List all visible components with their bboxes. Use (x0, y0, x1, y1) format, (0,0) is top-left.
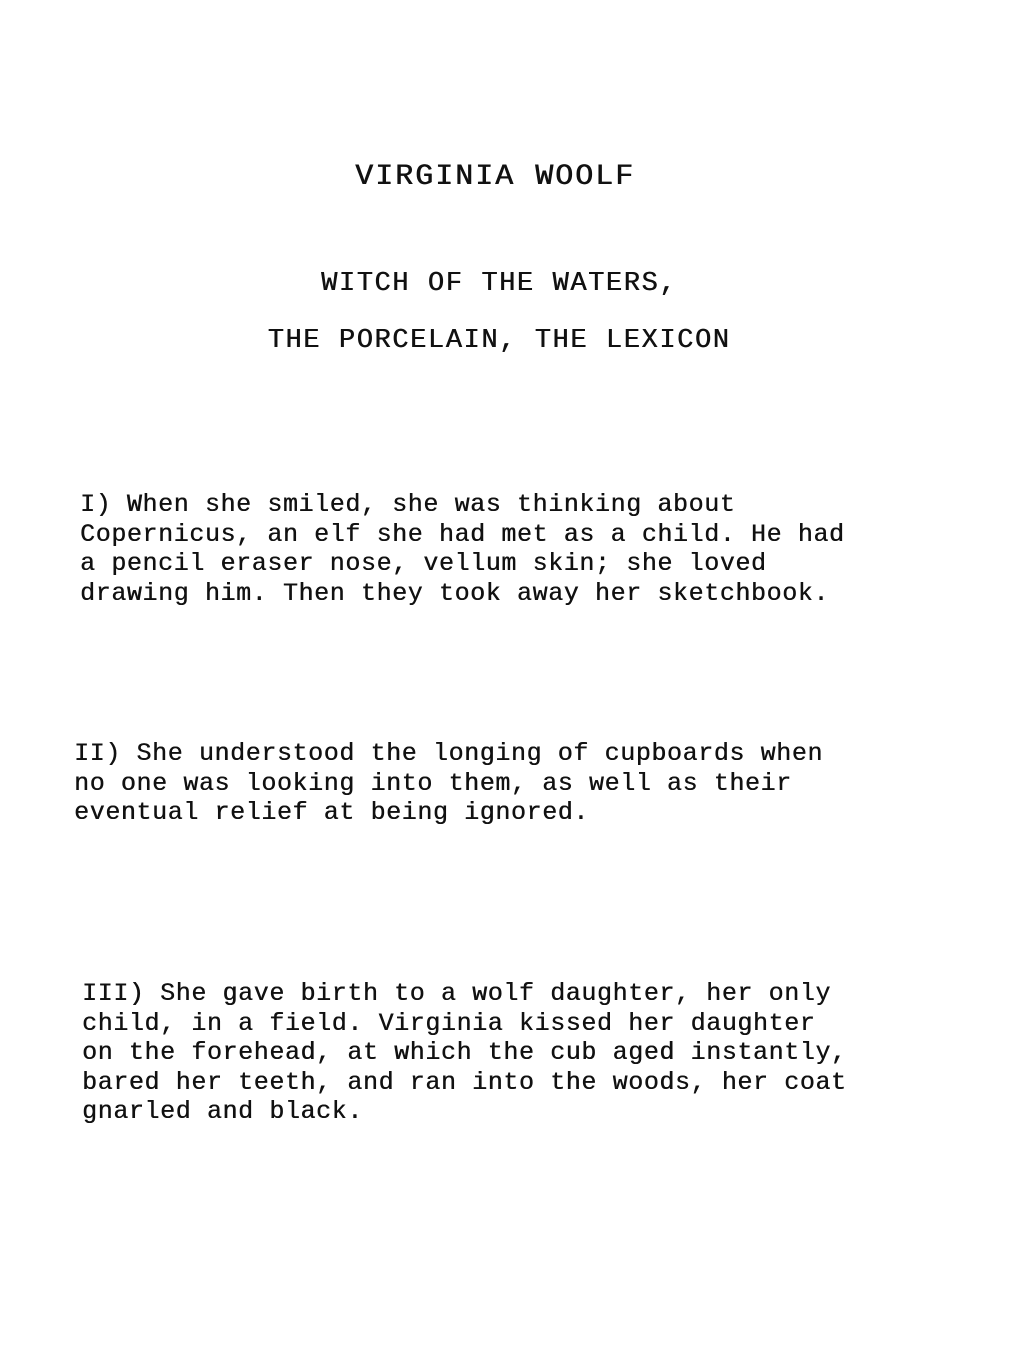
section-3-line-4: bared her teeth, and ran into the woods, her coat (82, 1067, 847, 1097)
section-3-line-1: III) She gave birth to a wolf daughter, her only (82, 979, 831, 1008)
subtitle-line-2: THE PORCELAIN, THE LEXICON (267, 326, 731, 356)
subtitle-line-1: WITCH OF THE WATERS, (320, 269, 678, 299)
section-1-line-2: Copernicus, an elf she had met as a child. He had (80, 519, 845, 549)
section-2-line-2: no one was looking into them, as well as their (74, 768, 792, 798)
section-1-line-1: I) When she smiled, she was thinking about (80, 490, 736, 519)
section-3-line-5: gnarled and black. (82, 1097, 363, 1126)
section-3-line-2: child, in a field. Virginia kissed her daughter (82, 1008, 816, 1038)
section-1-line-3: a pencil eraser nose, vellum skin; she loved (80, 549, 767, 578)
section-2-line-1: II) She understood the longing of cupboards when (74, 739, 823, 768)
document-title: VIRGINIA WOOLF (354, 160, 636, 194)
section-2-line-3: eventual relief at being ignored. (74, 798, 589, 827)
section-3-line-3: on the forehead, at which the cub aged instantly, (82, 1038, 847, 1067)
section-1-line-4: drawing him. Then they took away her sketchbook. (80, 578, 829, 608)
